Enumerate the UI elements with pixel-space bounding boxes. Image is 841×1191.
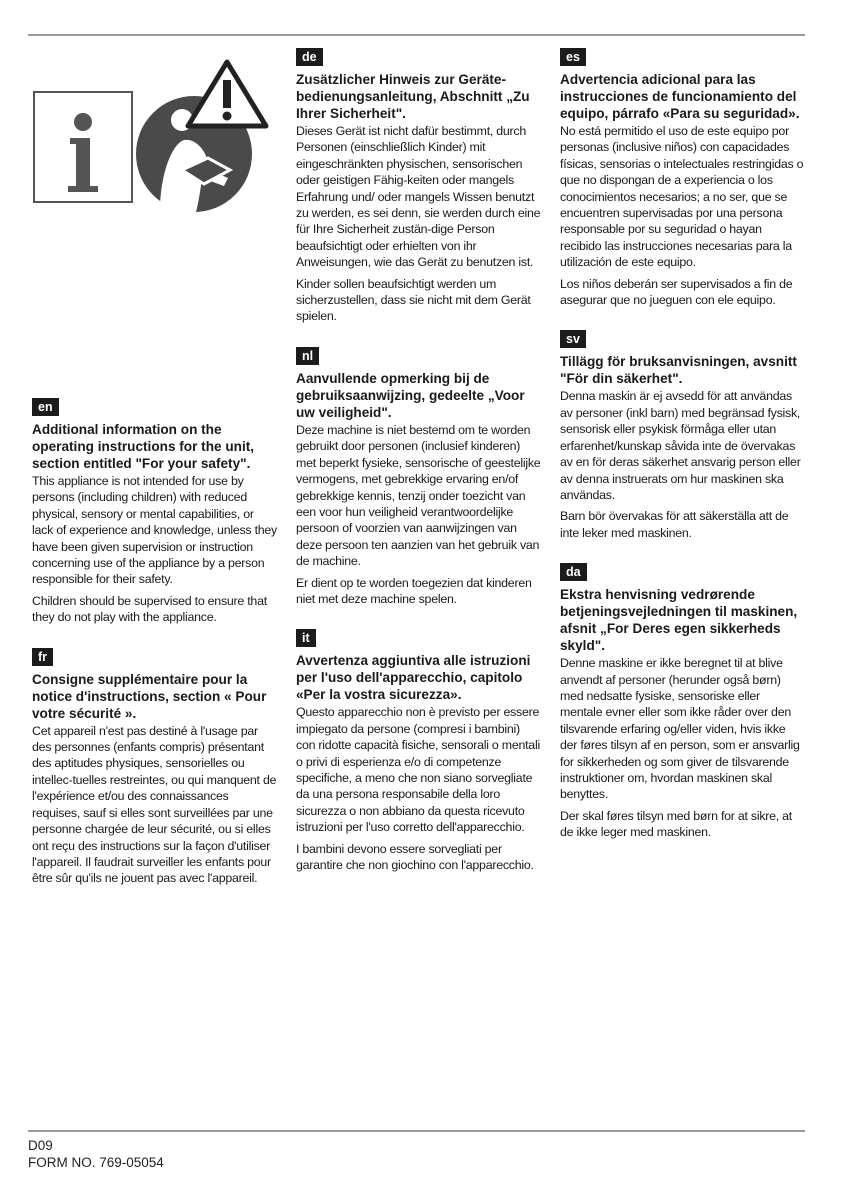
section-it [296,629,541,873]
section-heading: Avvertenza aggiuntiva alle istruzioni per l'uso dell'apparecchio, capitolo «Per la vostra sicurezza». [296,653,531,703]
column-right [560,48,805,841]
section-paragraph: This appliance is not intended for use by persons (including children) with reduced physical, sensory or mental capabilities, or lack of experience and knowledge, unless they have been given supervision or instruction concerning use of the appliance by a person responsible for their safety. [32,474,277,587]
section-nl [296,347,541,607]
language-tag-es: es [560,48,586,66]
column-left [32,398,277,887]
section-paragraph: Children should be supervised to ensure that they do not play with the appliance. [32,593,267,625]
section-paragraph: Der skal føres tilsyn med børn for at sikre, at de ikke leger med maskinen. [560,808,792,840]
section-paragraph: Barn bör övervakas för att säkerställa att de inte leker med maskinen. [560,509,789,540]
language-tag-da: da [560,563,587,581]
section-heading: Aanvullende opmerking bij de gebruiksaanwijzing, gedeelte „Voor uw veiligheid". [296,370,525,420]
section-heading: Tillägg för bruksanvisningen, avsnitt "För din säkerhet". [560,354,797,387]
section-paragraph: Er dient op te worden toegezien dat kinderen niet met deze machine spelen. [296,575,532,606]
language-tag-de: de [296,48,323,66]
section-paragraph: Los niños deberán ser supervisados a fin de asegurar que no jueguen con ele equipo. [560,276,793,308]
section-heading: Zusätzlicher Hinweis zur Geräte-bedienungsanleitung, Abschnitt „Zu Ihrer Sicherheit". [296,72,530,121]
section-en [32,398,277,626]
section-es [560,48,805,308]
info-icon [34,92,132,202]
column-middle [296,48,541,873]
section-paragraph: Dieses Gerät ist nicht dafür bestimmt, durch Personen (einschließlich Kinder) mit eingeschränkten physischen, sensorischen oder geistigen Fähig-keiten oder mangels Erfahrung und/ oder mangels Wissen benutzt zu werden, es sei denn, sie werden durch eine für Ihre Sicherheit zustän-dige Person beaufsichtigt oder erhielten von ihr Anweisungen, wie das Gerät zu benutzen ist. [296,124,541,270]
section-paragraph: Deze machine is niet bestemd om te worden gebruikt door personen (inclusief kinderen) met beperkt fysieke, sensorische of geestelijke vermogens, met gebrekkige ervaring en/of gebrekkige kennis, tenzij onder toezicht van een voor hun veiligheid verantwoordelijke persoon of voorzien van aanwijzingen van deze persoon ten aanzien van het gebruik van de machine. [296,422,541,569]
bottom-rule [28,1130,805,1132]
form-number: FORM NO. 769-05054 [28,1155,164,1170]
section-heading: Additional information on the operating instructions for the unit, section entitled "For your safety". [32,422,255,471]
section-paragraph: Cet appareil n'est pas destiné à l'usage par des personnes (enfants compris) présentant des aptitudes physiques, sensorielles ou intellec-tuelles restreintes, ou qui manquent de l'expérience et/ou des connaissances requises, sauf si elles sont surveillées par une personne chargée de leur sécurité, ou si elles ont reçu des instructions sur la façon d'utiliser l'appareil. Il faudrait surveiller les enfants pour être sûr qu'ils ne jouent pas avec l'appareil. [32,723,277,886]
footer-code: D09 [28,1138,53,1153]
section-paragraph: I bambini devono essere sorvegliati per garantire che non giochino con l'apparecchio. [296,841,534,872]
section-heading: Consigne supplémentaire pour la notice d'instructions, section « Pour votre sécurité ». [32,671,267,721]
section-heading: Advertencia adicional para las instrucciones de funcionamiento del equipo, párrafo «Para su seguridad». [560,72,800,121]
top-rule [28,34,805,36]
section-paragraph: Denna maskin är ej avsedd för att användas av personer (inkl barn) med begränsad fysisk, sensorisk eller psykisk förmåga eller utan erfarenhet/kunskap såvida inte de övervakas av en för deras säkerhet ansvarig person eller av denna instruerats om hur maskinen ska användas. [560,389,801,502]
footer [28,1137,164,1171]
section-paragraph: Kinder sollen beaufsichtigt werden um sicherzustellen, dass sie nicht mit dem Gerät spielen. [296,276,531,324]
section-da [560,563,805,840]
section-paragraph: No está permitido el uso de este equipo por personas (inclusive niños) con capacidades físicas, sensorias o intelectuales restringidas o que no dispongan de a experiencia o los conocimientos necesarios; a no ser, que se encuentren supervisadas por una persona responsable por su seguridad o hayan recibido las instrucciones necesarias para la utilización de este equipo. [560,124,804,270]
section-fr [32,648,277,887]
language-tag-en: en [32,398,59,416]
language-tag-it: it [296,629,316,647]
language-tag-fr: fr [32,648,53,666]
section-sv [560,330,805,541]
language-tag-nl: nl [296,347,319,365]
safety-illustration [32,54,272,224]
section-paragraph: Questo apparecchio non è previsto per essere impiegato da persone (compresi i bambini) con ridotte capacità fisiche, sensorali o mentali o privi di esperienza e/o di competenze specifiche, a meno che non siano sorvegliate da una persona responsabile della loro sicurezza o non abbiano da questa ricevuto istruzioni per l'uso corretto dell'apparecchio. [296,705,540,835]
warning-triangle-icon [188,62,266,126]
section-de [296,48,541,325]
section-paragraph: Denne maskine er ikke beregnet til at blive anvendt af personer (herunder også børn) med nedsatte fysiske, sensoriske eller mentale evner eller som ikke råder over den tilsvarende erfaring og/eller viden, hvis ikke der føres tilsyn af en person, som er ansvarlig for sikkerheden og som giver de tilsvarende instruktioner om, hvordan maskinen skal benyttes. [560,656,800,802]
section-heading: Ekstra henvisning vedrørende betjeningsvejledningen til maskinen, afsnit „For Deres egen sikkerheds skyld". [560,587,798,654]
language-tag-sv: sv [560,330,586,348]
